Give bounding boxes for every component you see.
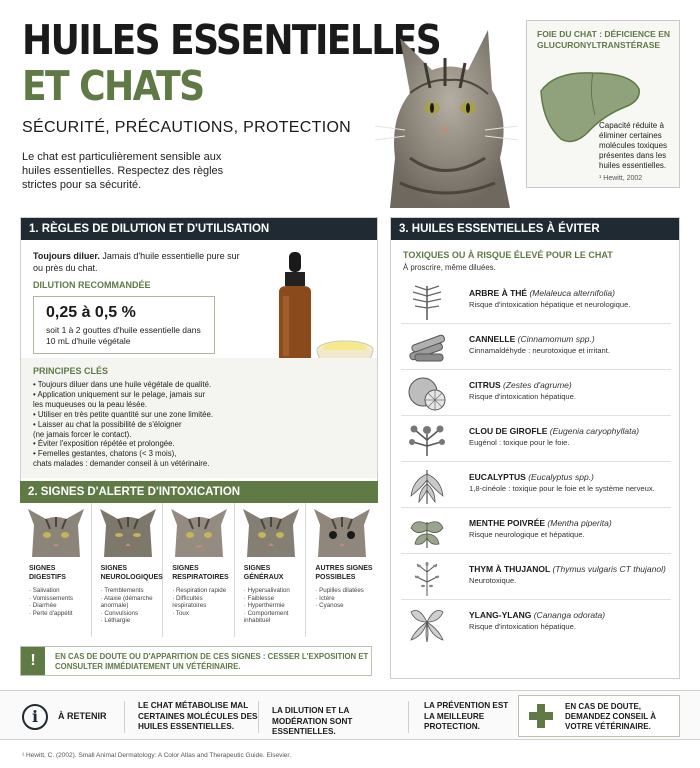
principles-title: PRINCIPES CLÉS — [33, 366, 109, 376]
mint-leaves-icon — [405, 512, 449, 550]
cat-face-icon — [169, 507, 229, 559]
oil-latin: (Zestes d'agrume) — [503, 380, 572, 390]
section-oils-to-avoid — [390, 217, 680, 679]
oil-row — [401, 370, 671, 416]
oil-row — [401, 462, 671, 508]
liver-source: ¹ Hewitt, 2002 — [599, 175, 643, 182]
oil-desc: Risque neurologique et hépatique. — [469, 530, 585, 539]
takeaway-2: LA DILUTION ET LA MODÉRATION SONT ESSENTIELLES. — [272, 706, 353, 736]
section3-subtitle2: À proscrire, même diluées. — [403, 263, 496, 272]
oil-name — [469, 426, 669, 436]
sign-item: · Ataxie (démarche anormale) — [100, 594, 153, 610]
cat-face-icon — [312, 507, 372, 559]
oil-name — [469, 610, 669, 620]
sign-item: · Diarrhée — [29, 602, 57, 610]
sign-list — [172, 587, 234, 617]
sign-title: SIGNES GÉNÉRAUX — [243, 565, 284, 581]
oil-row — [401, 508, 671, 554]
lead-bold: Toujours diluer. — [33, 251, 100, 261]
principle-item: • Toujours diluer dans une huile végétale de qualité. — [33, 380, 212, 389]
sign-column-neuro — [92, 503, 164, 637]
alert-banner — [20, 646, 372, 676]
sign-item: · Toux — [172, 609, 189, 617]
cat-illustration — [370, 8, 520, 208]
sign-list — [244, 587, 306, 625]
sign-item: · Convulsions — [100, 609, 139, 617]
sign-title: SIGNES NEUROLOGIQUES — [100, 565, 163, 581]
page-title-line2: ET CHATS — [22, 62, 204, 110]
oil-name-text: CANNELLE — [469, 334, 516, 344]
sign-item: · Vomissements — [29, 594, 74, 602]
takeaway-1: LE CHAT MÉTABOLISE MAL CERTAINES MOLÉCULES DES HUILES ESSENTIELLES. — [138, 701, 258, 731]
oil-latin: (Melaleuca alternifolia) — [529, 288, 615, 298]
section1-title: 1. RÈGLES DE DILUTION ET D'UTILISATION — [21, 218, 377, 240]
dilution-box — [33, 296, 215, 354]
principle-item: • Application uniquement sur le pelage, jamais sur les muqueuses ou la peau lésée. — [33, 389, 206, 409]
dropper-bottle-icon — [267, 252, 377, 372]
sign-item: · Perte d'appétit — [29, 609, 73, 617]
sign-item: · Pupilles dilatées — [315, 587, 364, 594]
cinnamon-sticks-icon — [405, 328, 449, 366]
oil-name-text: MENTHE POIVRÉE — [469, 518, 546, 528]
cat-face-icon — [98, 507, 158, 559]
oil-row — [401, 600, 671, 646]
oil-desc: Neurotoxique. — [469, 576, 517, 585]
sign-item: · Léthargie — [100, 617, 131, 625]
sign-item: · Hyperthermie — [243, 602, 285, 610]
principle-item: • Utiliser en très petite quantité sur une zone limitée. — [33, 409, 213, 419]
oil-name — [469, 288, 669, 298]
sign-list — [315, 587, 377, 610]
tea-tree-branch-icon — [405, 282, 449, 320]
oil-name — [469, 472, 669, 482]
page-title-line1: HUILES ESSENTIELLES — [22, 16, 441, 64]
oil-row — [401, 416, 671, 462]
sign-column-other — [306, 503, 378, 637]
takeaway-3: LA PRÉVENTION EST LA MEILLEURE PROTECTION. — [424, 701, 509, 731]
oil-latin: (Eugenia caryophyllata) — [549, 426, 640, 436]
sign-item: · Difficultés respiratoires — [172, 594, 207, 610]
oil-desc: Eugénol : toxique pour le foie. — [469, 438, 570, 447]
lead-rest: Jamais d'huile essentielle pure sur ou près du chat. — [33, 251, 240, 273]
exclamation-icon: ! — [21, 647, 45, 675]
principle-item: • Laisser au chat la possibilité de s'éloigner (ne jamais forcer le contact). — [33, 419, 182, 439]
oil-desc: Risque d'intoxication hépatique et neurologique. — [469, 300, 631, 309]
oil-desc: Risque d'intoxication hépatique. — [469, 392, 576, 401]
intro-text: Le chat est particulièrement sensible aux huiles essentielles. Respectez des règles strictes pour sa sécurité. — [22, 151, 224, 191]
dilution-label: DILUTION RECOMMANDÉE — [33, 280, 151, 290]
dilution-value: 0,25 à 0,5 % — [46, 304, 136, 321]
oil-name-text: YLANG-YLANG — [469, 610, 532, 620]
sign-item: · Hypersalivation — [243, 587, 290, 594]
oil-name — [469, 380, 669, 390]
sign-item: · Cyanose — [315, 602, 344, 610]
sign-item: · Tremblements — [100, 587, 144, 594]
sign-column-digestive — [20, 503, 92, 637]
oil-name-text: ARBRE À THÉ — [469, 288, 528, 298]
oil-name-text: CITRUS — [469, 380, 501, 390]
oil-row — [401, 278, 671, 324]
oil-latin: (Eucalyptus spp.) — [528, 472, 594, 482]
liver-info-box — [526, 20, 680, 188]
dilution-lead — [33, 250, 243, 274]
section2-title: 2. SIGNES D'ALERTE D'INTOXICATION — [20, 481, 378, 503]
principle-item: • Éviter l'exposition répétée et prolongée. — [33, 439, 175, 449]
oil-desc: Cinnamaldéhyde : neurotoxique et irritant. — [469, 346, 610, 355]
oil-latin: (Mentha piperita) — [547, 518, 612, 528]
sign-item: · Faiblesse — [243, 594, 275, 602]
principle-item: • Femelles gestantes, chatons (< 3 mois), chats malades : demander conseil à un vétérinaire. — [33, 449, 210, 469]
sign-column-general — [235, 503, 307, 637]
info-icon: i — [22, 704, 48, 730]
cat-face-icon — [241, 507, 301, 559]
sign-title: AUTRES SIGNES POSSIBLES — [315, 565, 373, 581]
divider — [124, 701, 125, 733]
oil-latin: (Cananga odorata) — [533, 610, 606, 620]
oil-row — [401, 324, 671, 370]
footnote: ¹ Hewitt, C. (2002). Small Animal Dermatology: A Color Atlas and Therapeutic Guide. Elsevier. — [22, 752, 292, 759]
eucalyptus-leaves-icon — [405, 466, 449, 504]
sign-list — [101, 587, 163, 625]
oil-name — [469, 334, 669, 344]
page-subtitle: SÉCURITÉ, PRÉCAUTIONS, PROTECTION — [22, 119, 352, 136]
sign-item: · Ictère — [315, 594, 335, 602]
alert-text: EN CAS DE DOUTE OU D'APPARITION DE CES SIGNES : CESSER L'EXPOSITION ET CONSULTER IMMÉDIATEMENT UN VÉTÉRINAIRE. — [55, 652, 369, 671]
sign-list — [29, 587, 91, 617]
oil-row — [401, 554, 671, 600]
key-principles — [21, 358, 377, 478]
oil-name — [469, 518, 669, 528]
warning-signs-grid — [20, 503, 378, 637]
sign-item: · Salivation — [29, 587, 60, 594]
sign-item: · Comportement inhabituel — [243, 609, 289, 625]
liver-text: Capacité réduite à éliminer certaines molécules toxiques présentes dans les huiles essentielles. — [599, 121, 668, 170]
divider — [408, 701, 409, 733]
divider — [258, 701, 259, 733]
principles-list — [33, 380, 243, 469]
oil-name-text: EUCALYPTUS — [469, 472, 526, 482]
retain-label: À RETENIR — [58, 711, 107, 721]
sign-column-respiratory — [163, 503, 235, 637]
oil-latin: (Thymus vulgaris CT thujanol) — [552, 564, 666, 574]
sign-item: · Respiration rapide — [172, 587, 227, 594]
liver-title: FOIE DU CHAT : DÉFICIENCE EN GLUCURONYLTRANSTÉRASE — [537, 29, 671, 50]
dilution-detail: soit 1 à 2 gouttes d'huile essentielle dans 10 mL d'huile végétale — [46, 325, 201, 346]
clove-icon — [405, 420, 449, 458]
oil-name — [469, 564, 669, 574]
thyme-sprig-icon — [405, 558, 449, 596]
section3-title: 3. HUILES ESSENTIELLES À ÉVITER — [391, 218, 679, 240]
sign-title: SIGNES RESPIRATOIRES — [172, 565, 229, 581]
cat-face-icon — [26, 507, 86, 559]
oil-desc: 1,8-cinéole : toxique pour le foie et le système nerveux. — [469, 484, 655, 493]
section3-subtitle: TOXIQUES OU À RISQUE ÉLEVÉ POUR LE CHAT — [403, 250, 613, 260]
medical-cross-icon — [529, 704, 553, 728]
oil-desc: Risque d'intoxication hépatique. — [469, 622, 576, 631]
citrus-icon — [405, 374, 449, 412]
vet-advice-text: EN CAS DE DOUTE, DEMANDEZ CONSEIL À VOTRE VÉTÉRINAIRE. — [565, 702, 656, 731]
oil-name-text: CLOU DE GIROFLE — [469, 426, 548, 436]
sign-title: SIGNES DIGESTIFS — [29, 565, 66, 581]
oil-latin: (Cinnamomum spp.) — [517, 334, 595, 344]
ylang-flower-icon — [405, 604, 449, 642]
vet-advice-box — [518, 695, 680, 737]
oil-name-text: THYM À THUJANOL — [469, 564, 551, 574]
key-takeaways-strip — [0, 690, 700, 740]
